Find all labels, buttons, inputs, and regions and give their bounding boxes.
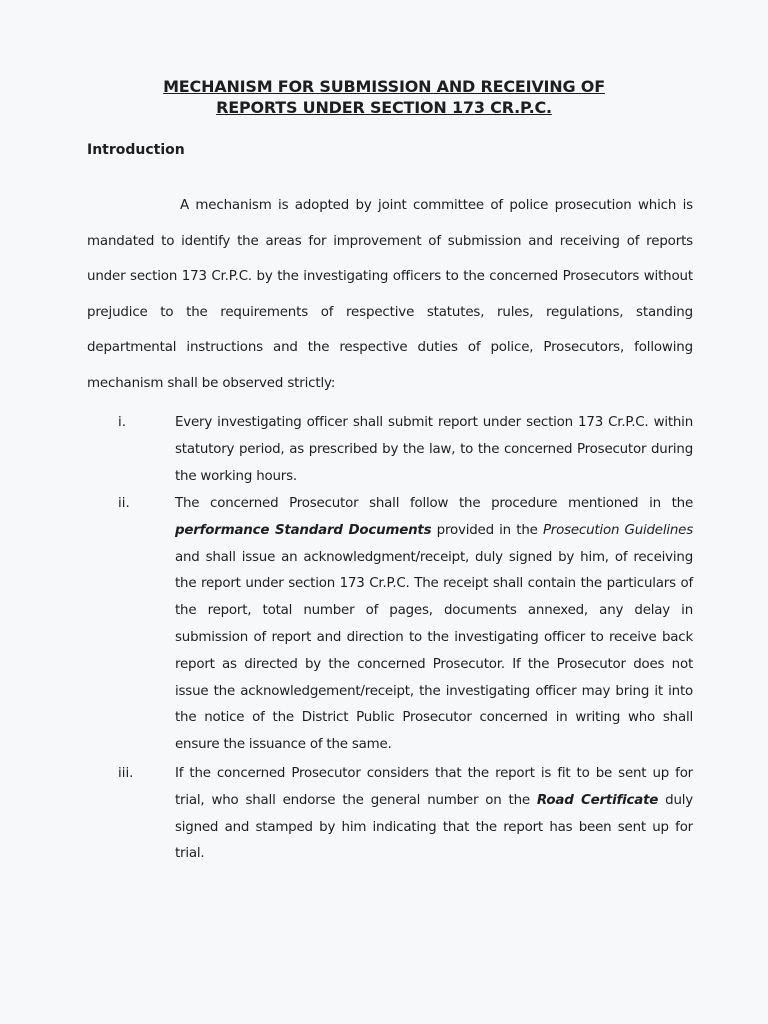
intro-paragraph: A mechanism is adopted by joint committee of police prosecution which is mandated to identify the areas for improvement of submission and receiving of reports under section 173 Cr.P.C. by the investigating officers to the concerned Prosecutors without prejudice to the requirements of respective statutes, rules, regulations, standing departmental instructions and the respective duties of police, Prosecutors, following mechanism shall be observed strictly: — [87, 198, 693, 391]
list-item-text-part: provided in the — [431, 522, 543, 538]
title-line-1: MECHANISM FOR SUBMISSION AND RECEIVING OF — [163, 77, 605, 96]
list-item-text — [175, 491, 693, 759]
emphasis-bold-italic: performance Standard Documents — [175, 522, 432, 538]
list-item-text-part: and shall issue an acknowledgment/receipt, duly signed by him, of receiving the report under section 173 Cr.P.C. The receipt shall contain the particulars of the report, total number of pages, documents annexed, any delay in submission of report and direction to the investigating officer to receive back report as directed by the concerned Prosecutor. If the Prosecutor does not issue the acknowledgement/receipt, the investigating officer may bring it into the notice of the District Public Prosecutor concerned in writing who shall ensure the issuance of the same. — [175, 549, 693, 753]
list-item-text — [175, 761, 693, 868]
list-item-number: ii. — [118, 496, 130, 511]
list-item-text-part: The concerned Prosecutor shall follow the procedure mentioned in the — [175, 496, 693, 511]
list-item-text-part: If the concerned Prosecutor considers that the report is fit to be sent up for trial, who shall endorse the general number on the — [175, 766, 693, 808]
emphasis-bold-italic: Road Certificate — [536, 792, 659, 808]
title-line-2: REPORTS UNDER SECTION 173 CR.P.C. — [216, 98, 552, 117]
document-title — [0, 76, 768, 118]
section-heading: Introduction — [87, 142, 185, 158]
list-item-number: i. — [118, 415, 126, 430]
list-item-text: Every investigating officer shall submit report under section 173 Cr.P.C. within statutory period, as prescribed by the law, to the concerned Prosecutor during the working hours. — [175, 415, 693, 484]
emphasis-italic: Prosecution Guidelines — [542, 522, 693, 538]
list-item-number: iii. — [118, 766, 134, 781]
list-item-text-part: duly signed and stamped by him indicating that the report has been sent up for trial. — [175, 792, 694, 862]
